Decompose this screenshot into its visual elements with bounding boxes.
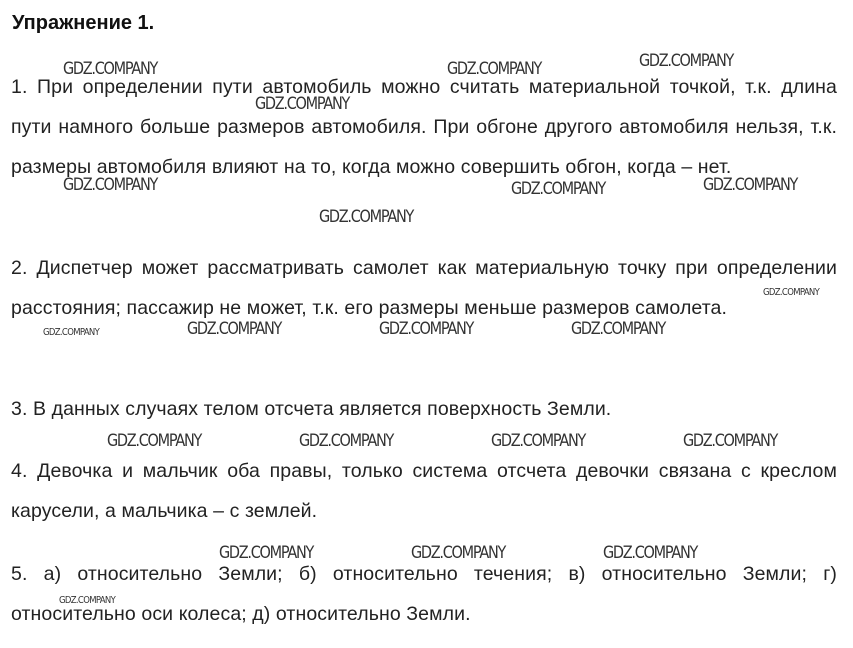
watermark: GDZ.COMPANY: [255, 94, 350, 114]
watermark: GDZ.COMPANY: [491, 431, 586, 451]
watermark: GDZ.COMPANY: [59, 595, 116, 606]
watermark: GDZ.COMPANY: [571, 319, 666, 339]
watermark: GDZ.COMPANY: [763, 287, 820, 298]
watermark: GDZ.COMPANY: [107, 431, 202, 451]
watermark: GDZ.COMPANY: [63, 175, 158, 195]
watermark: GDZ.COMPANY: [63, 59, 158, 79]
exercise-title: Упражнение 1.: [12, 12, 155, 34]
answer-paragraph-4: 4. Девочка и мальчик оба правы, только система отсчета девочки связана с креслом карусели, а мальчика – с землей.: [11, 460, 837, 522]
answer-paragraph-1: 1. При определении пути автомобиль можно считать материальной точкой, т.к. длина пути намного больше размеров автомобиля. При обгоне другого автомобиля нельзя, т.к. размеры автомобиля влияют на то, когда можно совершить обгон, когда – нет.: [11, 76, 837, 178]
watermark: GDZ.COMPANY: [43, 327, 100, 338]
watermark: GDZ.COMPANY: [703, 175, 798, 195]
answer-paragraph-5: 5. а) относительно Земли; б) относительно течения; в) относительно Земли; г) относительно оси колеса; д) относительно Земли.: [11, 563, 837, 625]
watermark: GDZ.COMPANY: [319, 207, 414, 227]
watermark: GDZ.COMPANY: [379, 319, 474, 339]
watermark: GDZ.COMPANY: [219, 543, 314, 563]
watermark: GDZ.COMPANY: [603, 543, 698, 563]
answer-paragraph-3: 3. В данных случаях телом отсчета является поверхность Земли.: [11, 398, 612, 420]
watermark: GDZ.COMPANY: [299, 431, 394, 451]
watermark: GDZ.COMPANY: [683, 431, 778, 451]
watermark: GDZ.COMPANY: [447, 59, 542, 79]
watermark: GDZ.COMPANY: [411, 543, 506, 563]
watermark: GDZ.COMPANY: [511, 179, 606, 199]
answer-paragraph-2: 2. Диспетчер может рассматривать самолет как материальную точку при определении расстояния; пассажир не может, т.к. его размеры меньше размеров самолета.: [11, 257, 837, 319]
watermark: GDZ.COMPANY: [639, 51, 734, 71]
watermark: GDZ.COMPANY: [187, 319, 282, 339]
